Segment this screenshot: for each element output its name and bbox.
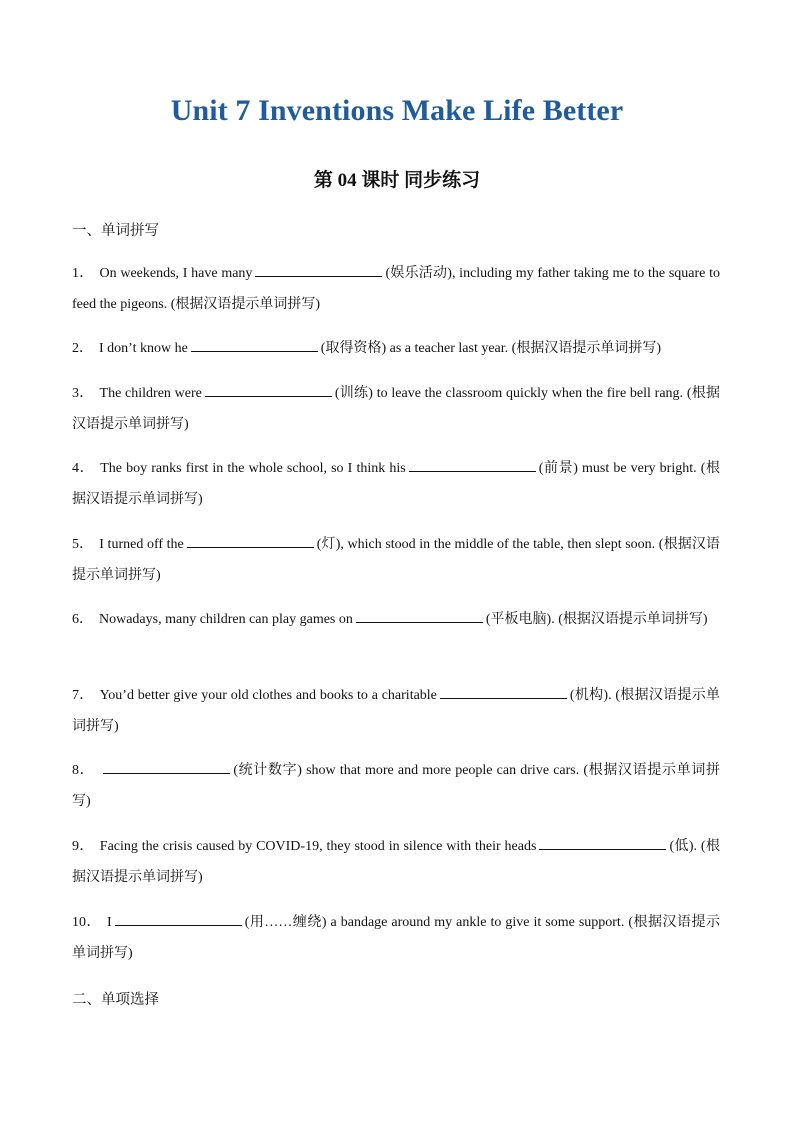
question-text-before: I turned off the [99, 537, 184, 552]
question-4 [72, 453, 720, 515]
question-1 [72, 258, 720, 320]
question-number: 9． [72, 839, 94, 854]
question-8 [72, 755, 720, 817]
answer-blank[interactable] [409, 457, 536, 472]
question-text-before: The boy ranks first in the whole school, so I think his [100, 461, 406, 476]
answer-blank[interactable] [103, 759, 230, 774]
question-3 [72, 378, 720, 440]
question-text-after: (统计数字) show that more and more people can drive cars. (根据汉语提示单词拼写) [72, 763, 720, 809]
question-number: 5． [72, 537, 94, 552]
question-text-after: (用……缠绕) a bandage around my ankle to give it some support. (根据汉语提示单词拼写) [72, 915, 721, 961]
answer-blank[interactable] [115, 911, 242, 926]
question-text-after: (取得资格) as a teacher last year. (根据汉语提示单词拼写) [320, 341, 661, 356]
question-number: 2． [72, 341, 93, 356]
answer-blank[interactable] [205, 382, 332, 397]
question-text-before: On weekends, I have many [99, 266, 253, 281]
question-text-before: Facing the crisis caused by COVID-19, they stood in silence with their heads [99, 839, 537, 854]
question-10 [72, 907, 720, 969]
question-text-before: I [107, 915, 112, 930]
question-text-after: (灯), which stood in the middle of the table, then slept soon. (根据汉语提示单词拼写) [72, 537, 720, 583]
question-number: 4． [72, 461, 95, 476]
question-9 [72, 831, 720, 893]
section-heading-spelling: 一、单词拼写 [72, 223, 159, 239]
page-title: Unit 7 Inventions Make Life Better [170, 94, 624, 127]
question-number: 1． [72, 266, 94, 281]
question-5 [72, 529, 720, 591]
question-text-before: Nowadays, many children can play games on [99, 612, 353, 627]
question-number: 10． [72, 915, 102, 930]
question-text-after: (训练) to leave the classroom quickly when the fire bell rang. (根据汉语提示单词拼写) [72, 386, 720, 432]
question-text-after: (前景) must be very bright. (根据汉语提示单词拼写) [72, 461, 720, 507]
question-7 [72, 680, 720, 742]
question-number: 6． [72, 612, 93, 627]
question-text-after: (平板电脑). (根据汉语提示单词拼写) [485, 612, 708, 627]
answer-blank[interactable] [440, 684, 567, 699]
lesson-subtitle: 第 04 课时 同步练习 [313, 170, 481, 191]
question-number: 7． [72, 688, 94, 703]
question-number: 3． [72, 386, 94, 401]
section-heading-choice: 二、单项选择 [72, 992, 159, 1008]
question-6 [72, 604, 720, 635]
question-text-after: (娱乐活动), including my father taking me to the square to feed the pigeons. (根据汉语提示单词拼写) [72, 266, 720, 312]
question-2 [72, 333, 720, 364]
answer-blank[interactable] [187, 533, 314, 548]
answer-blank[interactable] [191, 337, 318, 352]
answer-blank[interactable] [255, 262, 382, 277]
question-text-after: (机构). (根据汉语提示单词拼写) [72, 688, 720, 734]
question-text-before: I don’t know he [99, 341, 188, 356]
answer-blank[interactable] [356, 608, 483, 623]
question-text-before: You’d better give your old clothes and books to a charitable [99, 688, 437, 703]
answer-blank[interactable] [539, 835, 666, 850]
question-text-before: The children were [99, 386, 202, 401]
question-text-after: (低). (根据汉语提示单词拼写) [72, 839, 720, 885]
question-number: 8． [72, 763, 95, 778]
